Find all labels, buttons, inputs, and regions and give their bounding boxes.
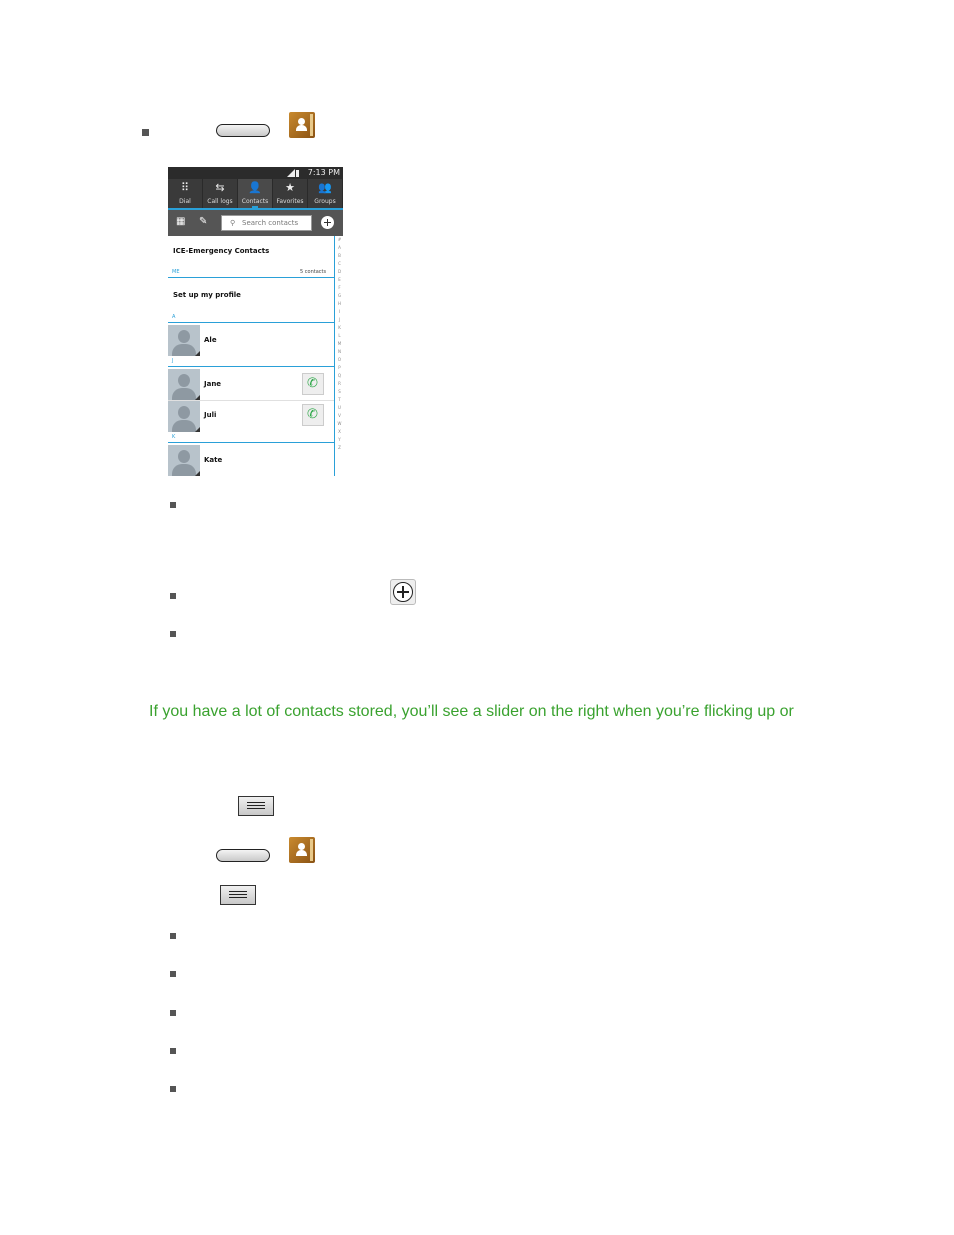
menu-key-icon — [238, 796, 274, 816]
contacts-screenshot — [168, 167, 343, 476]
signal-icon — [287, 169, 299, 177]
bullet — [170, 971, 176, 977]
contact-icon: 👤 — [248, 181, 262, 194]
status-bar — [168, 167, 343, 179]
home-key-icon — [216, 849, 270, 862]
tab-dial[interactable]: ⠿ Dial — [168, 179, 203, 208]
search-input[interactable]: ⚲ Search contacts — [221, 215, 312, 231]
contact-name[interactable]: Ale — [204, 336, 217, 344]
bullet — [170, 933, 176, 939]
groups-icon: 👥 — [318, 181, 332, 194]
section-header-j: J — [172, 358, 174, 364]
section-header-k: K — [172, 434, 176, 440]
avatar — [168, 369, 200, 400]
contact-name[interactable]: Jane — [204, 380, 222, 388]
tab-call-logs[interactable]: ⇆ Call logs — [203, 179, 238, 208]
bullet — [170, 593, 176, 599]
contact-name[interactable]: Juli — [204, 411, 217, 419]
contact-card-icon[interactable]: ▦ — [176, 216, 186, 227]
avatar — [168, 401, 200, 432]
contacts-toolbar — [168, 208, 343, 236]
set-up-profile[interactable]: Set up my profile — [173, 291, 241, 299]
divider — [168, 442, 334, 443]
bullet — [170, 1086, 176, 1092]
phone-icon: ✆ — [307, 376, 318, 391]
add-icon — [390, 579, 416, 605]
star-icon: ★ — [285, 181, 295, 194]
contact-list — [168, 236, 334, 476]
tab-favorites[interactable]: ★ Favorites — [273, 179, 308, 208]
alphabet-slider[interactable]: # A B C D E F G H I J K L M N O P Q R S T U V W X Y Z — [334, 236, 343, 476]
divider — [168, 322, 334, 323]
avatar — [168, 325, 200, 356]
edit-icon[interactable]: ✎ — [199, 216, 208, 227]
divider — [168, 366, 334, 367]
dialpad-icon: ⠿ — [180, 181, 190, 194]
bullet — [170, 1010, 176, 1016]
contact-count: 5 contacts — [300, 269, 327, 275]
tab-groups[interactable]: 👥 Groups — [308, 179, 343, 208]
bullet — [142, 129, 149, 136]
call-logs-icon: ⇆ — [215, 181, 225, 194]
avatar — [168, 445, 200, 476]
contact-name[interactable]: Kate — [204, 456, 223, 464]
add-contact-button[interactable] — [321, 216, 334, 229]
menu-key-icon — [220, 885, 256, 905]
tip-text: If you have a lot of contacts stored, you’ll see a slider on the right when you’re flicking up or — [149, 703, 794, 720]
call-button[interactable] — [302, 373, 324, 395]
bullet — [170, 1048, 176, 1054]
tab-bar — [168, 179, 343, 208]
divider — [168, 277, 334, 278]
tab-contacts[interactable]: 👤 Contacts — [238, 179, 273, 208]
phone-icon: ✆ — [307, 407, 318, 422]
contacts-app-icon — [289, 837, 315, 863]
bullet — [170, 631, 176, 637]
section-header-a: A — [172, 314, 176, 320]
contacts-app-icon — [289, 112, 315, 138]
home-key-icon — [216, 124, 270, 137]
call-button[interactable] — [302, 404, 324, 426]
search-icon: ⚲ — [230, 219, 236, 227]
status-time: 7:13 PM — [307, 168, 340, 177]
bullet — [170, 502, 176, 508]
ice-emergency-contacts[interactable]: ICE-Emergency Contacts — [173, 247, 270, 255]
section-header-me: ME — [172, 269, 180, 275]
